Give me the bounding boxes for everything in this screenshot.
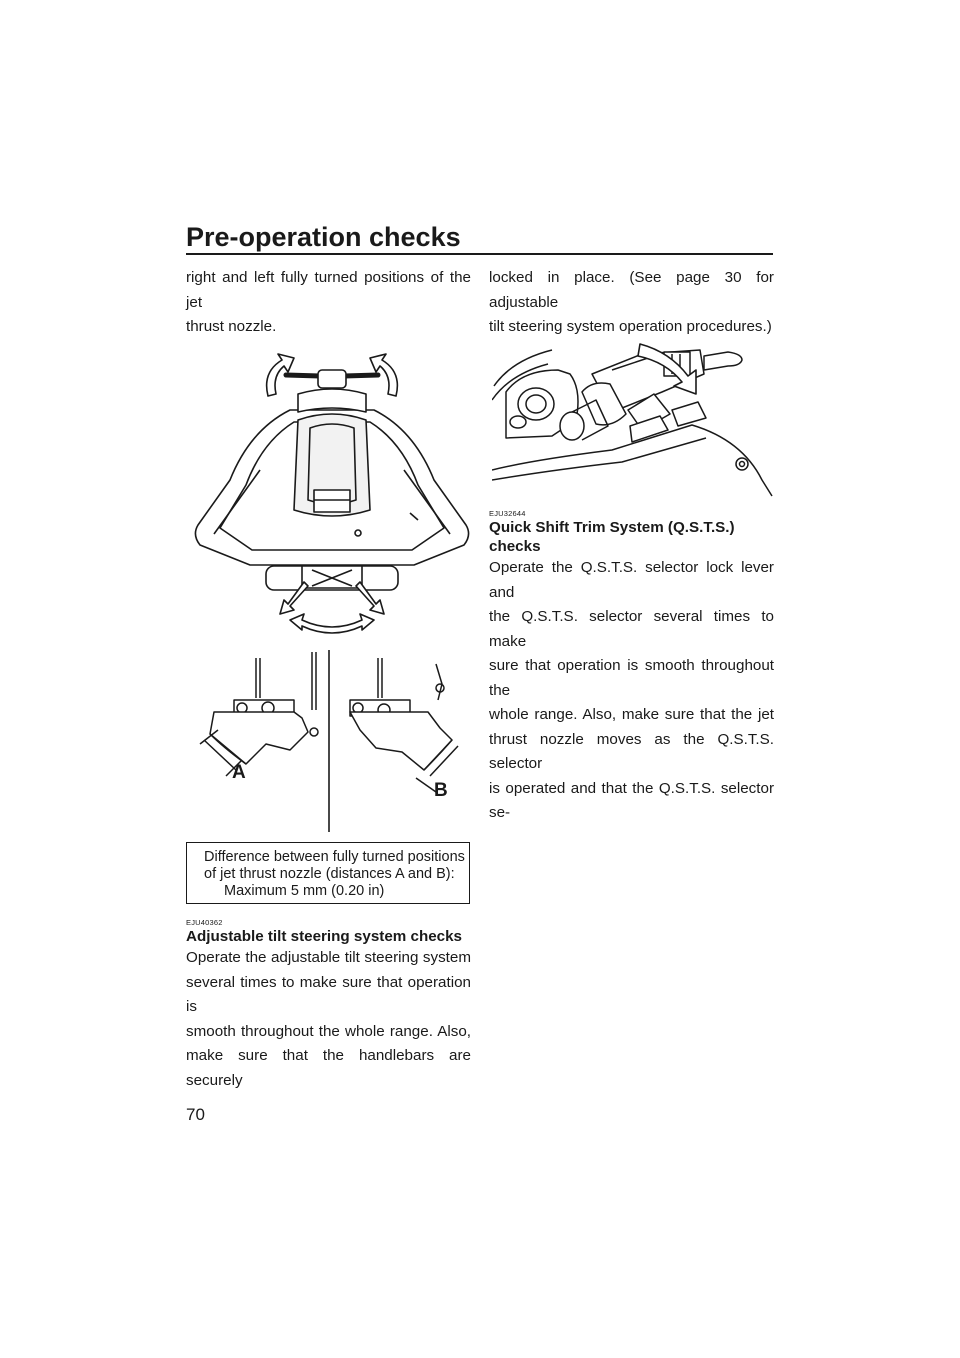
handlebar-right — [344, 375, 378, 376]
label-a: A — [232, 762, 246, 783]
handlebar-left — [286, 375, 320, 376]
left-intro-line-2: thrust nozzle. — [186, 318, 277, 335]
left-intro-line-1: right and left fully turned positions of the jet — [186, 269, 471, 311]
tilt-steering-illustration — [492, 330, 776, 502]
swing-arrow — [290, 614, 374, 633]
body-line-4: whole range. Also, make sure that the jet — [489, 706, 774, 723]
handle-grip — [704, 352, 742, 370]
spec-box — [186, 842, 470, 904]
body-line-1: Operate the Q.S.T.S. selector lock lever and — [489, 559, 774, 601]
title-rule — [186, 253, 773, 255]
front-grip — [560, 412, 584, 440]
body-line-3: smooth throughout the whole range. Also, — [186, 1022, 471, 1040]
jet-ski-top-view-illustration — [190, 350, 474, 640]
body-line-3: sure that operation is smooth throughout the — [489, 657, 774, 699]
nozzle-right-group — [350, 658, 458, 792]
body-line-1: Operate the adjustable tilt steering system — [186, 949, 471, 966]
right-intro — [489, 266, 774, 340]
page-number: 70 — [186, 1105, 205, 1124]
body-line-2: the Q.S.T.S. selector several times to make — [489, 608, 774, 650]
section-code: EJU40362 — [186, 918, 223, 927]
right-intro-line-2: tilt steering system operation procedures.) — [489, 318, 772, 335]
section-heading: Adjustable tilt steering system checks — [186, 928, 463, 945]
front-cowl — [298, 389, 366, 412]
gauge — [518, 388, 554, 420]
spec-line-1: Difference between fully turned positions — [204, 849, 465, 865]
section-code: EJU32644 — [489, 509, 526, 518]
page-title: Pre-operation checks — [186, 222, 461, 252]
spec-line-3: Maximum 5 mm (0.20 in) — [224, 883, 385, 899]
body-line-6: is operated and that the Q.S.T.S. selector se- — [489, 779, 774, 821]
nozzle-left-group — [200, 652, 318, 776]
distance-b-line-2 — [416, 778, 436, 792]
spec-line-2: of jet thrust nozzle (distances A and B): — [204, 866, 455, 882]
left-intro — [186, 266, 471, 340]
right-intro-line-1: locked in place. (See page 30 for adjustable — [489, 269, 774, 311]
body-line-2: several times to make sure that operation is — [186, 973, 471, 1015]
seat-panel — [314, 490, 350, 512]
steering-column — [318, 370, 346, 388]
body-line-5: thrust nozzle moves as the Q.S.T.S. selector — [489, 730, 774, 772]
section-heading: Quick Shift Trim System (Q.S.T.S.) checks — [489, 519, 735, 555]
nozzle-housing — [302, 566, 362, 588]
nozzle-distance-illustration — [190, 648, 474, 834]
body-line-4: make sure that the handlebars are securely — [186, 1047, 471, 1089]
section-tilt-steering — [186, 918, 471, 1093]
section-qsts — [489, 509, 774, 826]
label-b: B — [434, 780, 448, 801]
